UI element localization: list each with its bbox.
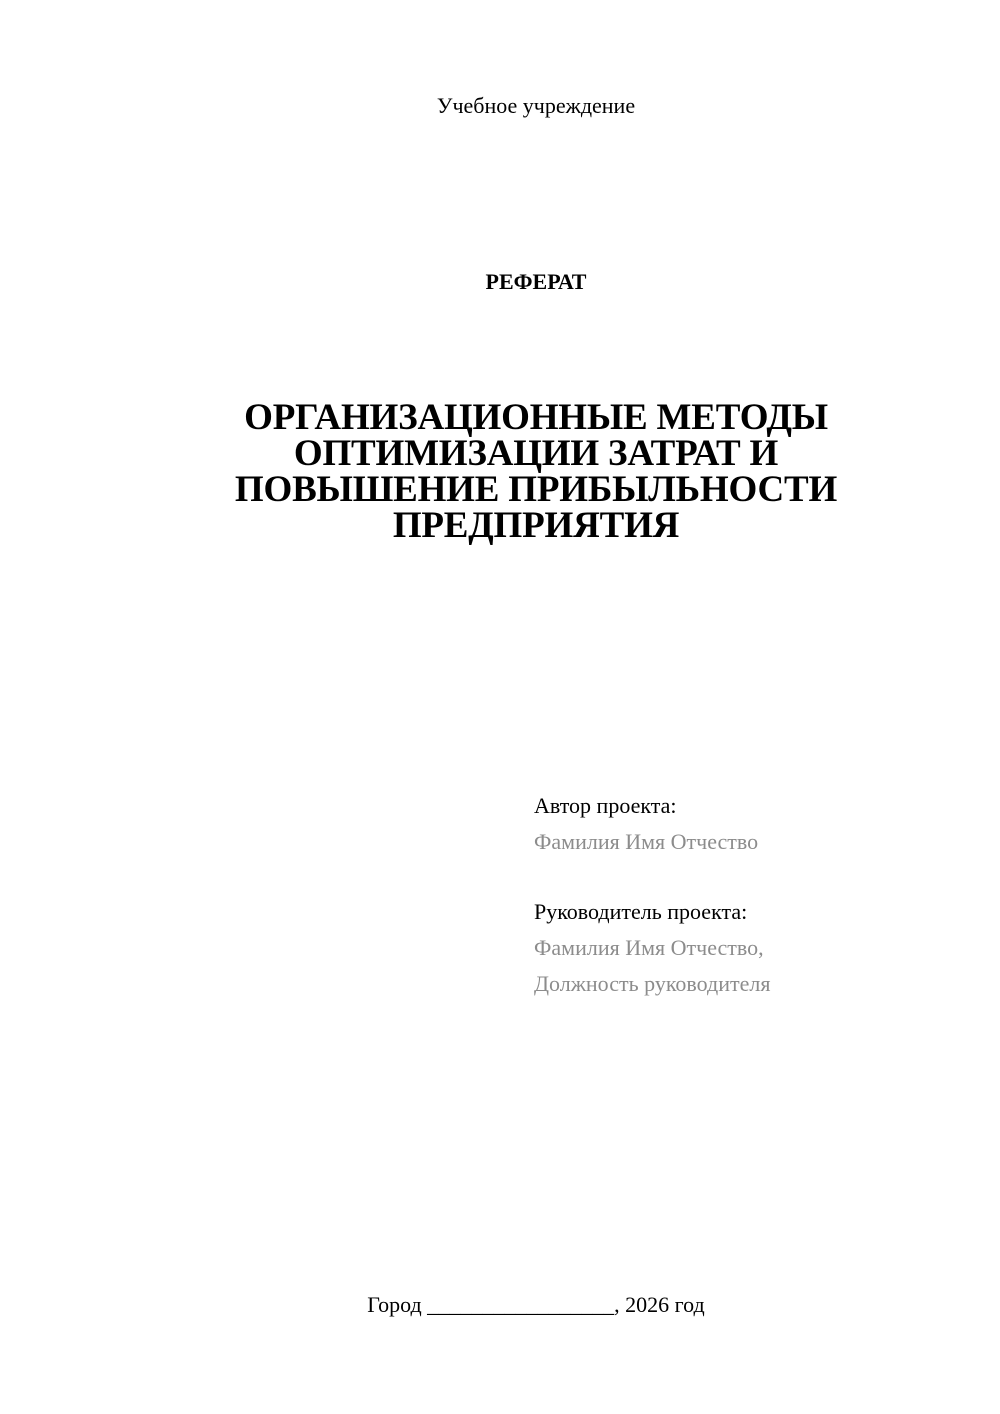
document-type: РЕФЕРАТ <box>485 269 587 294</box>
author-label: Автор проекта: <box>534 793 677 818</box>
title-line: ПОВЫШЕНИЕ ПРИБЫЛЬНОСТИ <box>234 469 838 510</box>
supervisor-position: Должность руководителя <box>534 971 771 996</box>
author-name: Фамилия Имя Отчество <box>534 829 759 854</box>
title-line: ОПТИМИЗАЦИИ ЗАТРАТ И <box>293 433 779 474</box>
title-line: ОРГАНИЗАЦИОННЫЕ МЕТОДЫ <box>244 397 828 438</box>
credits-block <box>534 788 954 1002</box>
supervisor-name: Фамилия Имя Отчество, <box>534 935 764 960</box>
city-year-footer: Город _________________, 2026 год <box>367 1292 705 1317</box>
supervisor-label: Руководитель проекта: <box>534 899 748 924</box>
document-title <box>200 397 872 546</box>
title-line: ПРЕДПРИЯТИЯ <box>392 505 680 546</box>
institution-name: Учебное учреждение <box>436 93 636 118</box>
credits-spacer <box>534 860 954 894</box>
